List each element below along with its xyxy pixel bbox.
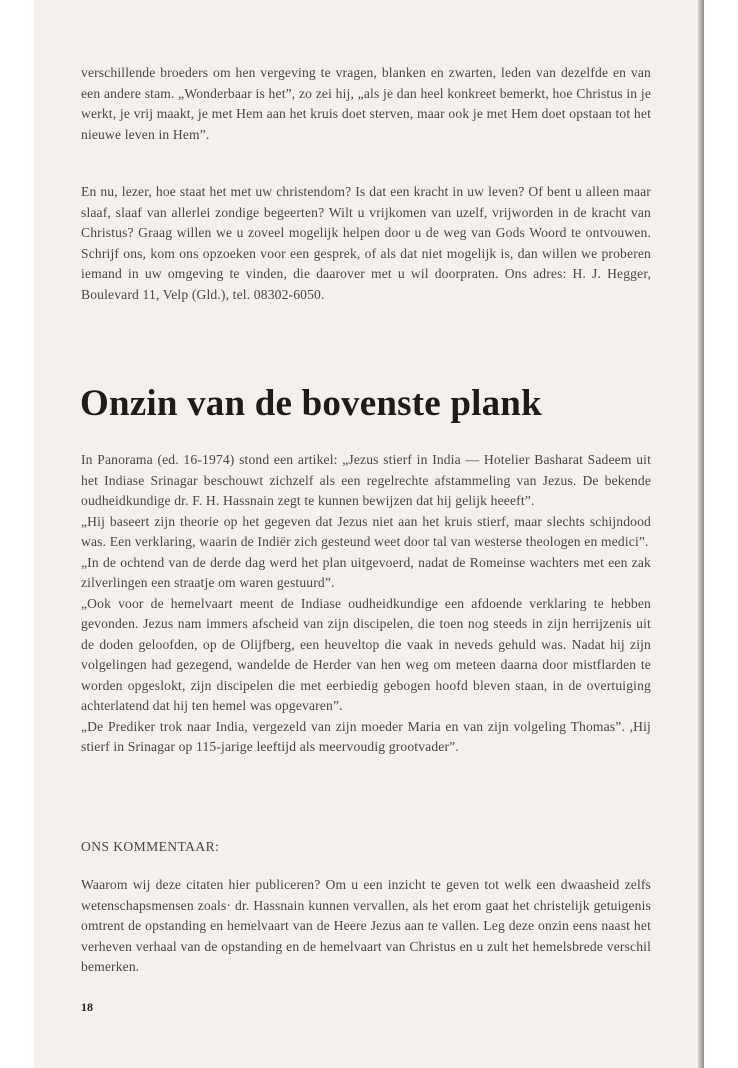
page-sheet [34,0,704,1068]
comment-paragraph: Waarom wij deze citaten hier publiceren? Om u een inzicht te geven tot welk een dwaasheid zelfs wetenschapsmensen zoals· dr. Hassnain kunnen vervallen, als het erom gaat het christelijk getuigenis omtrent de opstanding en hemelvaart van de Heere Jezus aan te vallen. Leg deze onzin eens naast het verheven verhaal van de opstanding en de hemelvaart van Christus en u zult het hemelsbrede verschil bemerken. [81,877,651,974]
article-paragraph-2: „Hij baseert zijn theorie op het gegeven dat Jezus niet aan het kruis stierf, maar slechts schijndood was. Een verklaring, waarin de Indiër zich gesteund weet door tal van westerse theologen en medici”. [81,513,651,549]
intro-paragraph-2: En nu, lezer, hoe staat het met uw christendom? Is dat een kracht in uw leven? Of bent u alleen maar slaaf, slaaf van allerlei zondige begeerten? Wilt u vrijkomen van uzelf, vrijworden in de kracht van Christus? Graag willen we u zoveel mogelijk helpen door u de weg van Gods Woord te ontvouwen. Schrijf ons, kom ons opzoeken voor een gesprek, of als dat niet mogelijk is, dan willen we proberen iemand in uw omgeving te vinden, die daarover met u wil doorpraten. Ons adres: H. J. Hegger, Boulevard 11, Velp (Gld.), tel. 08302-6050. [81,184,651,302]
page-edge-shadow [698,0,704,1068]
intro-paragraph-1: verschillende broeders om hen vergeving te vragen, blanken en zwarten, leden van dezelfde en van een andere stam. „Wonderbaar is het”, zo zei hij, „als je dan heel konkreet bemerkt, hoe Christus in je werkt, je vrij maakt, je met Hem aan het kruis doet sterven, maar ook je met Hem doet opstaan tot het nieuwe leven in Hem”. [81,65,651,142]
article-paragraph-5: „De Prediker trok naar India, vergezeld van zijn moeder Maria en van zijn volgeling Thomas”. ,Hij stierf in Srinagar op 115-jarige leeftijd als meervoudig grootvader”. [81,718,651,754]
page-number: 18 [81,1000,93,1014]
article-paragraph-3: „In de ochtend van de derde dag werd het plan uitgevoerd, nadat de Romeinse wachters met een zak zilverlingen een straatje om waren gestuurd”. [81,554,651,590]
article-title: Onzin van de bovenste plank [80,383,542,424]
comment-heading: ONS KOMMENTAAR: [81,839,220,854]
article-paragraph-4: „Ook voor de hemelvaart meent de Indiase oudheidkundige een afdoende verklaring te hebben gevonden. Jezus nam immers afscheid van zijn discipelen, die toen nog steeds in zijn herrijzenis uit de doden geloofden, op de Olijfberg, een heuveltop die vaak in neveds gehuld was. Nadat hij zijn volgelingen had gezegend, wandelde de Herder van hen weg om meteen daarna door mistflarden te worden opgeslokt, zijn discipelen die met eerbiedig gebogen hoofd bleven staan, in de overtuiging achterlatend dat hij ten hemel was opgevaren”. [81,595,651,713]
article-paragraph-1: In Panorama (ed. 16-1974) stond een artikel: „Jezus stierf in India — Hotelier Basharat Sadeem uit het Indiase Srinagar beschouwt zichzelf als een regelrechte afstammeling van Jezus. De bekende oudheidkundige dr. F. H. Hassnain zegt te kunnen bewijzen dat hij gelijk heeeft”. [81,452,651,508]
article-body [81,450,651,758]
